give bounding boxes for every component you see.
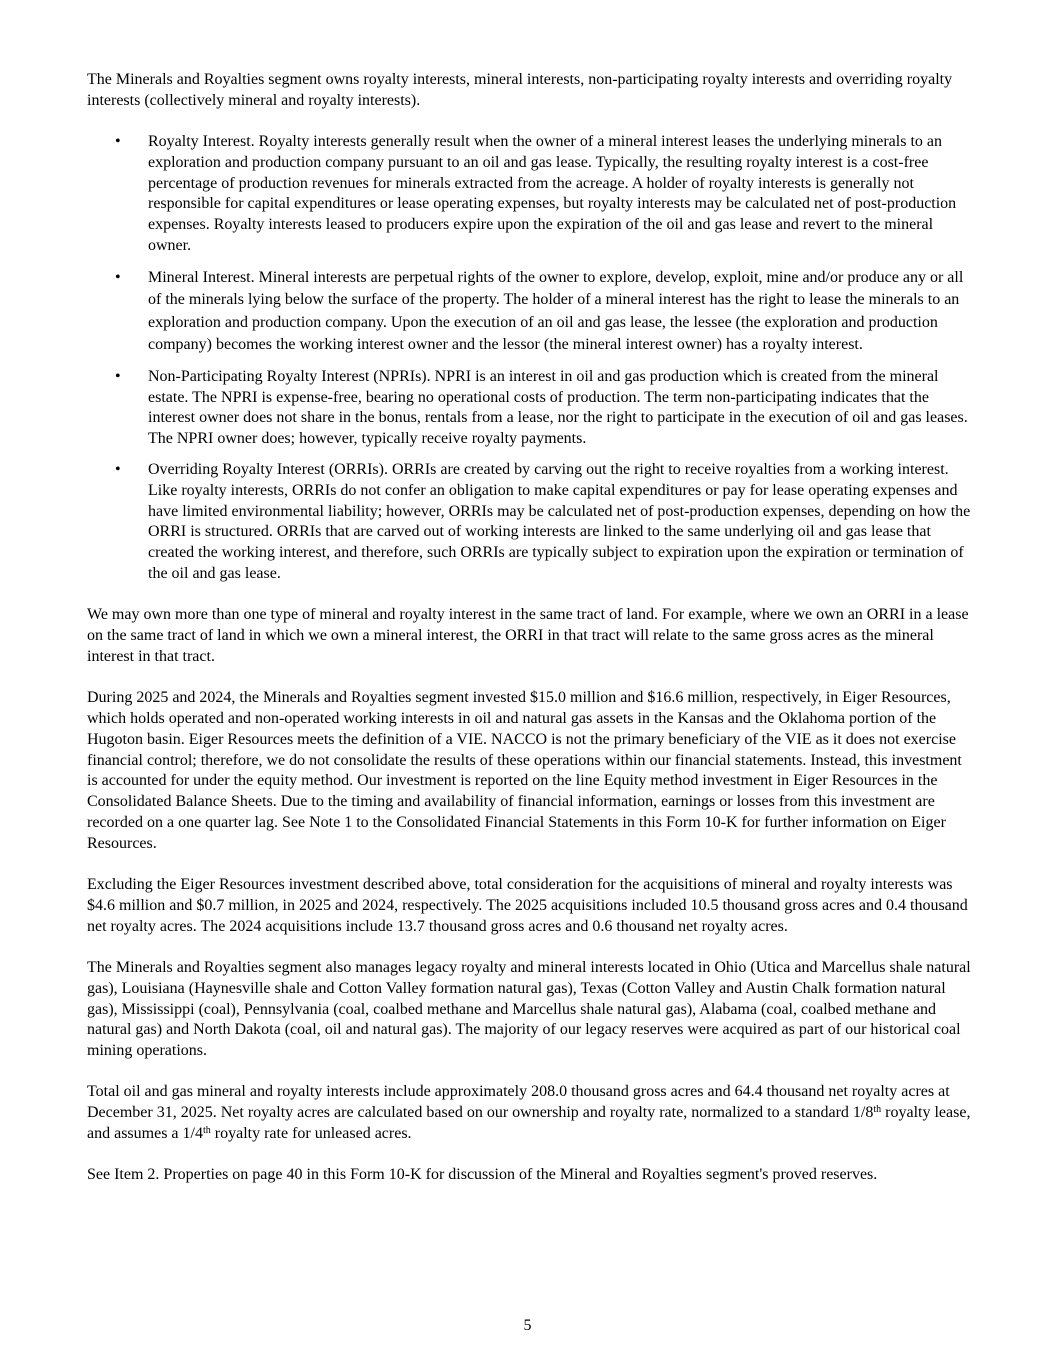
bullet-icon: • xyxy=(115,461,121,479)
see-item-paragraph: See Item 2. Properties on page 40 in this Form 10-K for discussion of the Mineral and Royalties segment's proved reserves. xyxy=(87,1166,878,1184)
interest-types-list xyxy=(87,132,972,585)
list-item-text: Royalty Interest. Royalty interests generally result when the owner of a mineral interest leases the underlying minerals to an exploration and production company pursuant to an oil and gas lease. Typically, the resulting royalty interest is a cost-free percentage of production revenues for minerals extracted from the acreage. A holder of royalty interests is generally not responsible for capital expenditures or lease operating expenses, but royalty interests may be calculated net of post-production expenses. Royalty interests leased to producers expire upon the expiration of the oil and gas lease and revert to the mineral owner. xyxy=(148,133,957,255)
list-item-royalty-interest xyxy=(87,132,972,257)
document-page xyxy=(87,70,972,1207)
multiple-types-paragraph: We may own more than one type of mineral and royalty interest in the same tract of land. For example, where we own an ORRI in a lease on the same tract of land in which we own a mineral interest, the ORRI in that tract will relate to the same gross acres as the mineral interest in that tract. xyxy=(87,606,969,665)
total-acres-paragraph xyxy=(87,1082,972,1144)
superscript-th: th xyxy=(873,1104,882,1116)
list-item-text: Mineral Interest. Mineral interests are perpetual rights of the owner to explore, develop, exploit, mine and/or produce any or all of the minerals lying below the surface of the property. The holder of a mineral interest has the right to lease the minerals to an exploration and production company. Upon the execution of an oil and gas lease, the lessee (the exploration and production company) becomes the working interest owner and the lessor (the mineral interest owner) has a royalty interest. xyxy=(148,268,964,354)
bullet-icon: • xyxy=(115,367,121,385)
acquisitions-paragraph: Excluding the Eiger Resources investment described above, total consideration for the acquisitions of mineral and royalty interests was $4.6 million and $0.7 million, in 2025 and 2024, respectively. The 2025 acquisitions included 10.5 thousand gross acres and 0.4 thousand net royalty acres. The 2024 acquisitions include 13.7 thousand gross acres and 0.6 thousand net royalty acres. xyxy=(87,876,968,935)
total-acres-text-2: royalty lease, and assumes a 1/4 xyxy=(87,1104,971,1143)
intro-paragraph: The Minerals and Royalties segment owns royalty interests, mineral interests, non-participating royalty interests and overriding royalty interests (collectively mineral and royalty interests). xyxy=(87,71,953,109)
superscript-th: th xyxy=(202,1125,211,1137)
list-item-text: Non-Participating Royalty Interest (NPRIs). NPRI is an interest in oil and gas production which is created from the mineral estate. The NPRI is expense-free, bearing no operational costs of production. The term non-participating indicates that the interest owner does not share in the bonus, rentals from a lease, nor the right to participate in the execution of oil and gas leases. The NPRI owner does; however, typically receive royalty payments. xyxy=(148,367,968,448)
list-item-mineral-interest xyxy=(87,267,972,357)
total-acres-text-1: Total oil and gas mineral and royalty interests include approximately 208.0 thousand gross acres and 64.4 thousand net royalty acres at December 31, 2025. Net royalty acres are calculated based on our ownership and royalty rate, normalized to a standard 1/8 xyxy=(87,1083,950,1122)
total-acres-text-3: royalty rate for unleased acres. xyxy=(210,1125,412,1143)
bullet-icon: • xyxy=(115,268,121,286)
list-item-text: Overriding Royalty Interest (ORRIs). ORRIs are created by carving out the right to receive royalties from a working interest. Like royalty interests, ORRIs do not confer an obligation to make capital expenditures or pay for lease operating expenses and have limited environmental liability; however, ORRIs may be calculated net of post-production expenses, depending on how the ORRI is structured. ORRIs that are carved out of working interests are linked to the same underlying oil and gas lease that created the working interest, and therefore, such ORRIs are typically subject to expiration upon the expiration or termination of the oil and gas lease. xyxy=(148,461,971,583)
eiger-investment-paragraph: During 2025 and 2024, the Minerals and Royalties segment invested $15.0 million and $16.6 million, respectively, in Eiger Resources, which holds operated and non-operated working interests in oil and natural gas assets in the Kansas and the Oklahoma portion of the Hugoton basin. Eiger Resources meets the definition of a VIE. NACCO is not the primary beneficiary of the VIE as it does not exercise financial control; therefore, we do not consolidate the results of these operations within our financial statements. Instead, this investment is accounted for under the equity method. Our investment is reported on the line Equity method investment in Eiger Resources in the Consolidated Balance Sheets. Due to the timing and availability of financial information, earnings or losses from this investment are recorded on a one quarter lag. See Note 1 to the Consolidated Financial Statements in this Form 10-K for further information on Eiger Resources. xyxy=(87,689,962,852)
list-item-npri xyxy=(87,367,972,450)
page-number: 5 xyxy=(523,1317,532,1334)
bullet-icon: • xyxy=(115,133,121,151)
legacy-interests-paragraph: The Minerals and Royalties segment also manages legacy royalty and mineral interests located in Ohio (Utica and Marcellus shale natural gas), Louisiana (Haynesville shale and Cotton Valley formation natural gas), Texas (Cotton Valley and Austin Chalk formation natural gas), Mississippi (coal), Pennsylvania (coal, coalbed methane and Marcellus shale natural gas), Alabama (coal, coalbed methane and natural gas) and North Dakota (coal, oil and natural gas). The majority of our legacy reserves were acquired as part of our historical coal mining operations. xyxy=(87,959,971,1060)
list-item-orri xyxy=(87,460,972,585)
